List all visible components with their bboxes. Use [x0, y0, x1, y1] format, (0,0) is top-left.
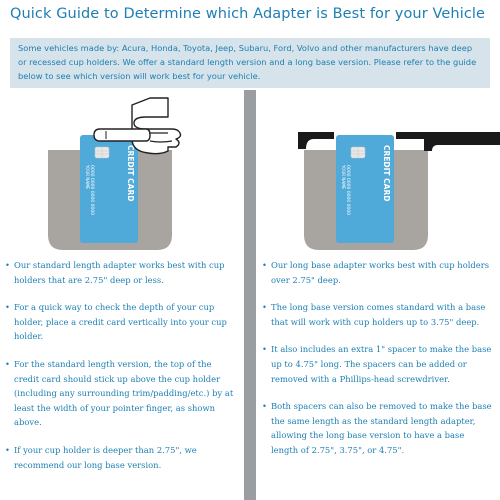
list-item: • Our long base adapter works best with cup holders over 2.75" deep. [262, 260, 490, 285]
bullet-icon: • [262, 344, 267, 355]
card-number: 0000 0000 0000 0000 [345, 165, 350, 216]
list-item: • If your cup holder is deeper than 2.75", we recommend our long base version. [5, 444, 197, 470]
bullet-icon: • [5, 358, 10, 369]
list-item: • The long base version comes standard with a base that will work with cup holders up to 3.75" deep. [262, 302, 486, 327]
card-label: CREDIT CARD [382, 145, 391, 202]
standard-column [5, 258, 237, 485]
intro-box [10, 38, 490, 88]
card-name: YOUR NAME [85, 165, 90, 190]
trim-icon [298, 132, 500, 151]
credit-card-icon [336, 135, 394, 243]
list-item: • It also includes an extra 1" spacer to make the base up to 4.75" long. The spacers can be added or removed with a Phillips-head screwdriver. [262, 344, 492, 384]
list-item: • Our standard length adapter works best with cup holders that are 2.75" deep or less. [5, 260, 225, 285]
card-name: YOUR NAME [341, 165, 346, 190]
bullet-icon: • [5, 302, 10, 313]
bullet-icon: • [5, 260, 10, 270]
bullet-icon: • [262, 302, 267, 313]
list-item: • For a quick way to check the depth of your cup holder, place a credit card vertically into your cup holder. [5, 302, 227, 342]
bullet-icon: • [262, 401, 267, 412]
credit-card-icon [80, 135, 138, 243]
bullet-icon: • [262, 260, 267, 270]
long-base-column [262, 258, 494, 471]
list-item: • Both spacers can also be removed to make the base the same length as the standard length adapter, allowing the long base version to have a base length of 2.75", 3.75", or 4.75". [262, 401, 492, 455]
long-base-illustration [256, 95, 500, 255]
column-divider [244, 90, 256, 500]
list-item: • For the standard length version, the top of the credit card should stick up above the cup holder (including any surrounding trim/padding/etc.) by at least the width of your pointer finger, as shown above. [5, 358, 234, 428]
intro-text: Some vehicles made by: Acura, Honda, Toyota, Jeep, Subaru, Ford, Volvo and other manufacturers have deep or recessed cup holders. We offer a standard length version and a long base version. Please refer to the guide below to see which version will work best for your vehicle. [18, 43, 477, 81]
standard-illustration [0, 95, 244, 255]
card-label: CREDIT CARD [126, 145, 135, 202]
card-number: 0000 0000 0000 0000 [89, 165, 94, 216]
bullet-icon: • [5, 444, 10, 455]
page-title: Quick Guide to Determine which Adapter is Best for your Vehicle [10, 6, 486, 22]
